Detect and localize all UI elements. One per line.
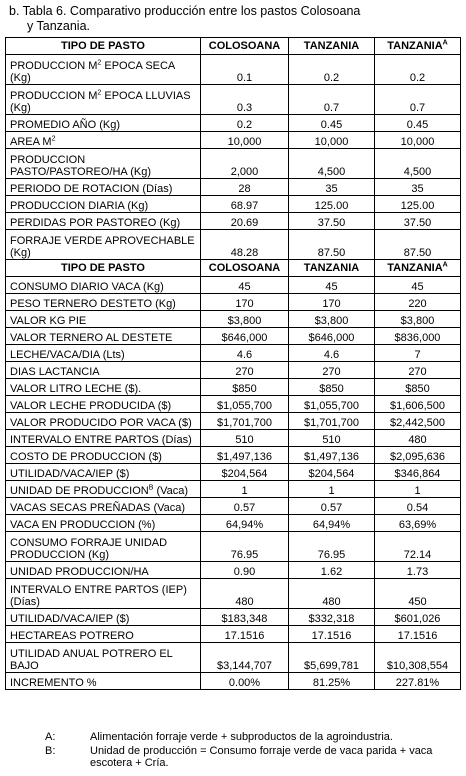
row-label	[6, 515, 201, 532]
header-cell	[6, 38, 201, 55]
table-row	[6, 179, 461, 196]
row-label	[6, 498, 201, 515]
row-label-text: PERDIDAS POR PASTOREO (Kg)	[10, 217, 181, 229]
row-label	[6, 85, 201, 115]
row-label-text: PRODUCCION M	[10, 60, 98, 72]
value-cell: 64,94%	[289, 515, 375, 532]
table-row	[6, 311, 461, 328]
header-label: COLOSOANA	[208, 40, 281, 52]
value-cell: 4.6	[289, 345, 375, 362]
header-label: TANZANIA	[303, 262, 360, 274]
header-superscript: A	[442, 261, 448, 269]
table-row	[6, 132, 461, 149]
value-cell: 227.81%	[375, 673, 461, 690]
value-cell: 87.50	[375, 230, 461, 260]
value-cell: $850	[201, 379, 289, 396]
value-cell: 81.25%	[289, 673, 375, 690]
value-cell: 20.69	[201, 213, 289, 230]
header-row	[6, 38, 461, 55]
row-label-text: PRODUCCION DIARIA (Kg)	[10, 200, 149, 212]
table-row	[6, 673, 461, 690]
value-cell: $3,800	[201, 311, 289, 328]
row-label	[6, 132, 201, 149]
table-row	[6, 328, 461, 345]
row-label-suffix: EPOCA SECA (Kg)	[10, 60, 175, 84]
row-label	[6, 230, 201, 260]
value-cell: $850	[375, 379, 461, 396]
value-cell: 0.54	[375, 498, 461, 515]
row-label-text: DIAS LACTANCIA	[10, 366, 100, 378]
row-label-text: PROMEDIO AÑO (Kg)	[10, 119, 121, 131]
value-cell: 37.50	[289, 213, 375, 230]
value-cell: $2,442,500	[375, 413, 461, 430]
value-cell: 0.3	[201, 85, 289, 115]
value-cell: 170	[201, 294, 289, 311]
table-row	[6, 515, 461, 532]
row-label	[6, 447, 201, 464]
row-label	[6, 179, 201, 196]
row-label-text: UTILIDAD/VACA/IEP ($)	[10, 468, 130, 480]
table-caption	[0, 0, 466, 36]
value-cell: 4,500	[375, 149, 461, 179]
row-label	[6, 626, 201, 643]
table-row	[6, 277, 461, 294]
row-label-text: UTILIDAD/VACA/IEP ($)	[10, 613, 130, 625]
header-label: COLOSOANA	[208, 262, 281, 274]
value-cell: 0.2	[201, 115, 289, 132]
table-row	[6, 609, 461, 626]
row-label-text: PRODUCCION M	[10, 90, 98, 102]
row-label-text: FORRAJE VERDE APROVECHABLE (Kg)	[10, 235, 195, 259]
table-row	[6, 55, 461, 85]
table-row	[6, 230, 461, 260]
value-cell: 72.14	[375, 532, 461, 562]
comparison-table	[5, 37, 461, 690]
table-row	[6, 562, 461, 579]
value-cell: 220	[375, 294, 461, 311]
value-cell: 4,500	[289, 149, 375, 179]
row-label-suffix: (Vaca)	[153, 485, 189, 497]
header-cell	[201, 38, 289, 55]
value-cell: 48.28	[201, 230, 289, 260]
row-label	[6, 430, 201, 447]
table-row	[6, 498, 461, 515]
row-label-text: VALOR KG PIE	[10, 315, 87, 327]
table-row	[6, 294, 461, 311]
value-cell: $1,055,700	[201, 396, 289, 413]
row-label-text: VACA EN PRODUCCION (%)	[10, 519, 156, 531]
value-cell: 480	[289, 579, 375, 609]
value-cell: 28	[201, 179, 289, 196]
value-cell: 0.2	[289, 55, 375, 85]
table-row	[6, 196, 461, 213]
value-cell: 125.00	[289, 196, 375, 213]
value-cell: 0.57	[289, 498, 375, 515]
row-label	[6, 277, 201, 294]
caption-line-1: b. Tabla 6. Comparativo producción entre los pastos Colosoana	[9, 4, 361, 18]
value-cell: 10,000	[289, 132, 375, 149]
header-label: TIPO DE PASTO	[61, 40, 145, 52]
table-row	[6, 643, 461, 673]
row-label	[6, 464, 201, 481]
row-label	[6, 481, 201, 498]
table-row	[6, 213, 461, 230]
row-label-text: PERIODO DE ROTACION (Días)	[10, 183, 173, 195]
row-label-text: HECTAREAS POTRERO	[10, 630, 134, 642]
value-cell: $346,864	[375, 464, 461, 481]
footnote-key-a: A:	[45, 731, 56, 743]
row-label-text: INTERVALO ENTRE PARTOS (IEP) (Días)	[10, 584, 187, 608]
value-cell: 0.45	[375, 115, 461, 132]
row-label	[6, 396, 201, 413]
value-cell: 1	[201, 481, 289, 498]
value-cell: $204,564	[289, 464, 375, 481]
value-cell: $3,800	[375, 311, 461, 328]
table-row	[6, 447, 461, 464]
value-cell: 45	[289, 277, 375, 294]
header-cell	[289, 260, 375, 277]
row-label-suffix: EPOCA LLUVIAS (Kg)	[10, 90, 191, 114]
table-row	[6, 379, 461, 396]
value-cell: $1,701,700	[289, 413, 375, 430]
value-cell: $1,701,700	[201, 413, 289, 430]
table-row	[6, 115, 461, 132]
caption-line-2: y Tanzania.	[27, 19, 91, 33]
header-cell	[289, 38, 375, 55]
row-label-text: UTILIDAD ANUAL POTRERO EL BAJO	[10, 648, 173, 672]
table-row	[6, 396, 461, 413]
table-row	[6, 464, 461, 481]
row-label-text: CONSUMO FORRAJE UNIDAD PRODUCCION (Kg)	[10, 537, 168, 561]
value-cell: 0.90	[201, 562, 289, 579]
header-cell	[375, 38, 461, 55]
table-row	[6, 579, 461, 609]
row-label	[6, 196, 201, 213]
value-cell: $2,095,636	[375, 447, 461, 464]
table-row	[6, 626, 461, 643]
value-cell: $10,308,554	[375, 643, 461, 673]
value-cell: 45	[201, 277, 289, 294]
value-cell: 76.95	[289, 532, 375, 562]
value-cell: 1.62	[289, 562, 375, 579]
row-label	[6, 115, 201, 132]
value-cell: 510	[289, 430, 375, 447]
value-cell: 1	[289, 481, 375, 498]
row-label	[6, 362, 201, 379]
value-cell: 510	[201, 430, 289, 447]
value-cell: $183,348	[201, 609, 289, 626]
row-label-text: VALOR LITRO LECHE ($).	[10, 383, 142, 395]
value-cell: $850	[289, 379, 375, 396]
value-cell: 450	[375, 579, 461, 609]
value-cell: $204,564	[201, 464, 289, 481]
row-label-superscript: 2	[97, 89, 102, 97]
value-cell: 45	[375, 277, 461, 294]
value-cell: 0.57	[201, 498, 289, 515]
row-label	[6, 413, 201, 430]
row-label	[6, 213, 201, 230]
value-cell: 1	[375, 481, 461, 498]
value-cell: 17.1516	[289, 626, 375, 643]
table-row	[6, 362, 461, 379]
header-superscript: A	[442, 39, 448, 47]
value-cell: $836,000	[375, 328, 461, 345]
header-cell	[6, 260, 201, 277]
row-label-text: LECHE/VACA/DIA (Lts)	[10, 349, 125, 361]
value-cell: 0.7	[289, 85, 375, 115]
value-cell: $1,497,136	[201, 447, 289, 464]
value-cell: 270	[375, 362, 461, 379]
value-cell: $3,800	[289, 311, 375, 328]
value-cell: $1,055,700	[289, 396, 375, 413]
value-cell: 10,000	[201, 132, 289, 149]
row-label-text: UNIDAD PRODUCCION/HA	[10, 566, 149, 578]
row-label-text: PRODUCCION PASTO/PASTOREO/HA (Kg)	[10, 154, 152, 178]
row-label-superscript: 2	[51, 135, 56, 143]
value-cell: 0.7	[375, 85, 461, 115]
row-label-text: VALOR TERNERO AL DESTETE	[10, 332, 173, 344]
row-label-text: CONSUMO DIARIO VACA (Kg)	[10, 281, 164, 293]
value-cell: 0.00%	[201, 673, 289, 690]
value-cell: 170	[289, 294, 375, 311]
header-label: TANZANIA	[387, 40, 443, 52]
table-row	[6, 481, 461, 498]
header-row	[6, 260, 461, 277]
value-cell: 125.00	[375, 196, 461, 213]
value-cell: 480	[201, 579, 289, 609]
value-cell: 270	[201, 362, 289, 379]
value-cell: 76.95	[201, 532, 289, 562]
value-cell: $1,497,136	[289, 447, 375, 464]
row-label-superscript: 2	[97, 59, 102, 67]
footnote-text-b: Unidad de producción = Consumo forraje verde de vaca parida + vaca escotera + Cría.	[90, 745, 433, 769]
row-label	[6, 294, 201, 311]
row-label-text: PESO TERNERO DESTETO (Kg)	[10, 298, 176, 310]
row-label-text: VALOR PRODUCIDO POR VACA ($)	[10, 417, 192, 429]
value-cell: 64,94%	[201, 515, 289, 532]
header-label: TIPO DE PASTO	[61, 262, 145, 274]
table-row	[6, 532, 461, 562]
row-label	[6, 379, 201, 396]
row-label	[6, 673, 201, 690]
row-label	[6, 328, 201, 345]
value-cell: $601,026	[375, 609, 461, 626]
table-row	[6, 149, 461, 179]
value-cell: 4.6	[201, 345, 289, 362]
row-label	[6, 55, 201, 85]
value-cell: 0.1	[201, 55, 289, 85]
value-cell: $646,000	[289, 328, 375, 345]
row-label-text: AREA M	[10, 136, 52, 148]
value-cell: 0.45	[289, 115, 375, 132]
row-label-superscript: B	[148, 484, 154, 492]
row-label-text: VALOR LECHE PRODUCIDA ($)	[10, 400, 172, 412]
row-label-text: UNIDAD DE PRODUCCION	[10, 485, 149, 497]
row-label-text: INCREMENTO %	[10, 677, 97, 689]
row-label	[6, 643, 201, 673]
value-cell: 10,000	[375, 132, 461, 149]
value-cell: 35	[289, 179, 375, 196]
value-cell: 37.50	[375, 213, 461, 230]
value-cell: 1.73	[375, 562, 461, 579]
value-cell: 17.1516	[201, 626, 289, 643]
row-label	[6, 345, 201, 362]
value-cell: $332,318	[289, 609, 375, 626]
table-row	[6, 345, 461, 362]
table-row	[6, 413, 461, 430]
row-label-text: INTERVALO ENTRE PARTOS (Días)	[10, 434, 192, 446]
row-label	[6, 532, 201, 562]
header-cell	[201, 260, 289, 277]
header-cell	[375, 260, 461, 277]
header-label: TANZANIA	[387, 262, 443, 274]
value-cell: 0.2	[375, 55, 461, 85]
row-label	[6, 149, 201, 179]
value-cell: $1,606,500	[375, 396, 461, 413]
value-cell: 35	[375, 179, 461, 196]
value-cell: 68.97	[201, 196, 289, 213]
value-cell: 2,000	[201, 149, 289, 179]
value-cell: 63,69%	[375, 515, 461, 532]
value-cell: $646,000	[201, 328, 289, 345]
footnote-text-a: Alimentación forraje verde + subproductos de la agroindustria.	[90, 731, 393, 743]
row-label	[6, 609, 201, 626]
row-label	[6, 311, 201, 328]
value-cell: 270	[289, 362, 375, 379]
value-cell: $5,699,781	[289, 643, 375, 673]
row-label	[6, 562, 201, 579]
value-cell: $3,144,707	[201, 643, 289, 673]
value-cell: 7	[375, 345, 461, 362]
value-cell: 480	[375, 430, 461, 447]
value-cell: 87.50	[289, 230, 375, 260]
footnote-key-b: B:	[45, 745, 56, 757]
table-row	[6, 85, 461, 115]
header-label: TANZANIA	[303, 40, 360, 52]
row-label-text: COSTO DE PRODUCCION ($)	[10, 451, 162, 463]
table-row	[6, 430, 461, 447]
row-label-text: VACAS SECAS PREÑADAS (Vaca)	[10, 502, 186, 514]
value-cell: 17.1516	[375, 626, 461, 643]
row-label	[6, 579, 201, 609]
